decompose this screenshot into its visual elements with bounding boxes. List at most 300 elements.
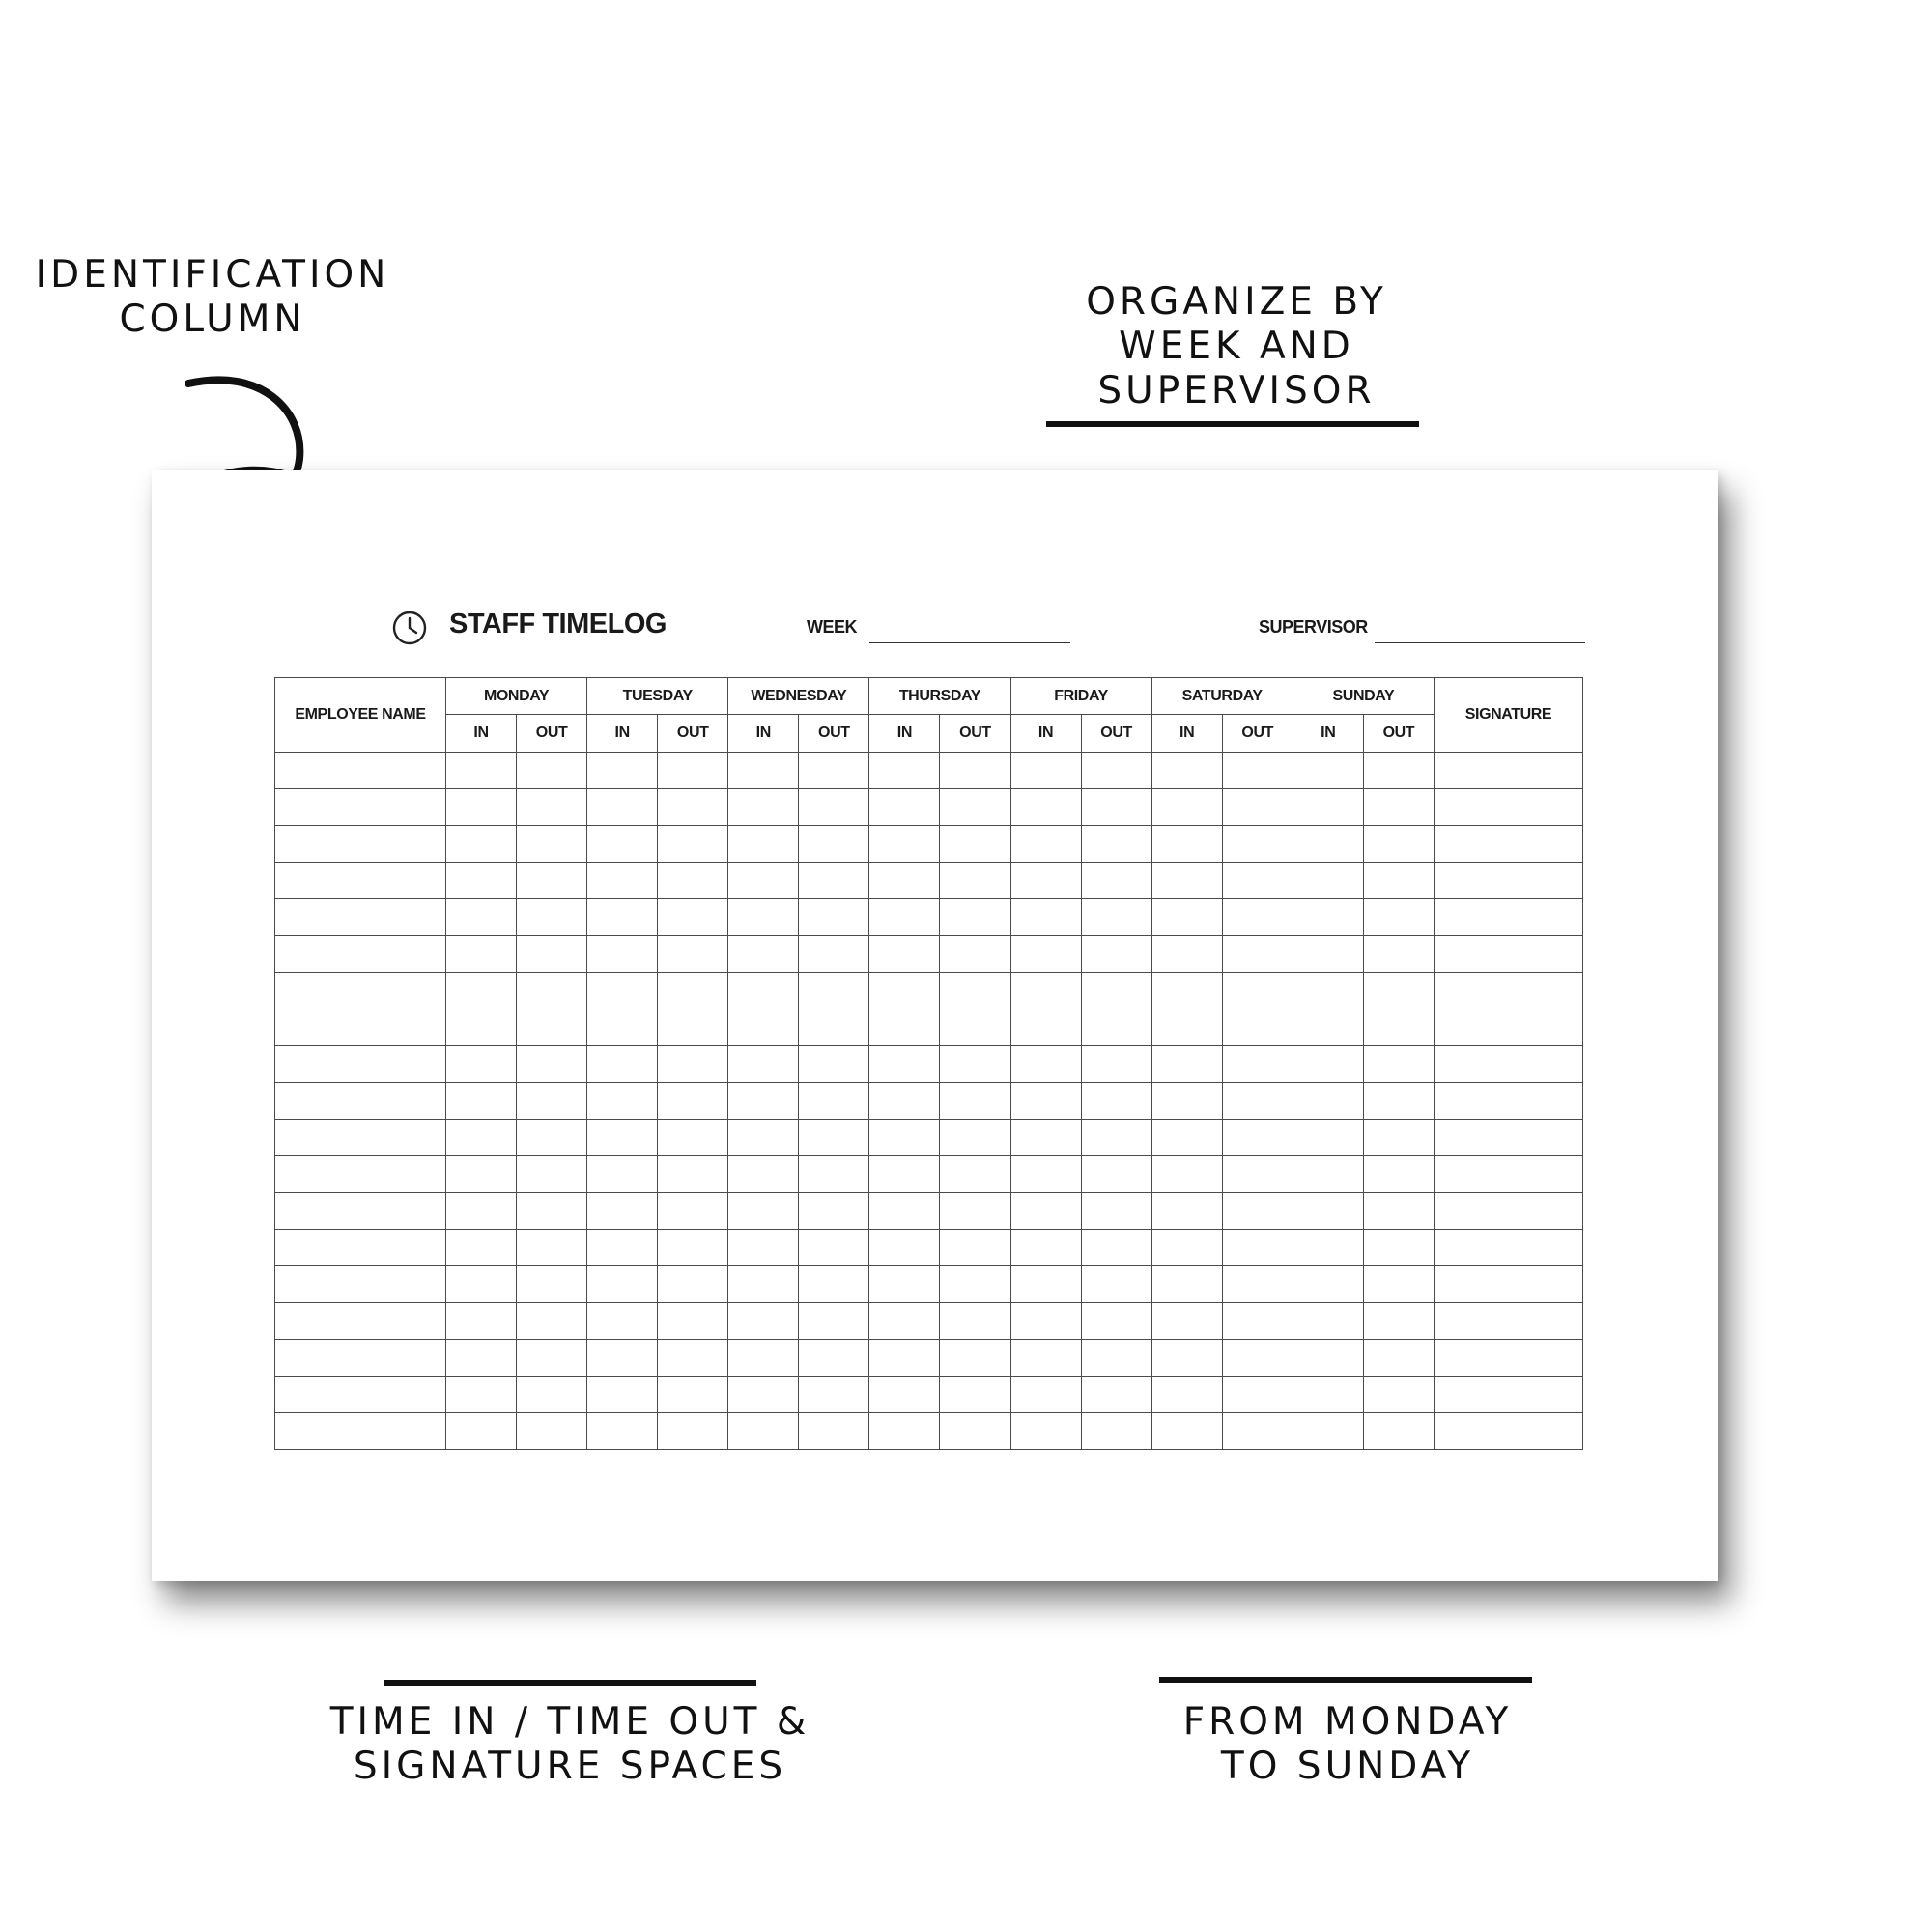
time-cell[interactable] xyxy=(1222,1266,1293,1303)
time-cell[interactable] xyxy=(1151,973,1222,1009)
time-cell[interactable] xyxy=(1293,1377,1363,1413)
employee-name-cell[interactable] xyxy=(275,1413,446,1450)
employee-name-cell[interactable] xyxy=(275,753,446,789)
time-cell[interactable] xyxy=(658,1413,728,1450)
signature-cell[interactable] xyxy=(1435,973,1583,1009)
time-cell[interactable] xyxy=(587,973,658,1009)
time-cell[interactable] xyxy=(1081,973,1151,1009)
time-cell[interactable] xyxy=(1363,899,1434,936)
time-cell[interactable] xyxy=(869,826,940,863)
time-cell[interactable] xyxy=(658,1377,728,1413)
time-cell[interactable] xyxy=(728,1230,799,1266)
time-cell[interactable] xyxy=(1293,863,1363,899)
time-cell[interactable] xyxy=(728,899,799,936)
time-cell[interactable] xyxy=(869,863,940,899)
signature-cell[interactable] xyxy=(1435,1377,1583,1413)
time-cell[interactable] xyxy=(728,1413,799,1450)
time-cell[interactable] xyxy=(940,1120,1010,1156)
time-cell[interactable] xyxy=(446,1266,517,1303)
time-cell[interactable] xyxy=(1151,1266,1222,1303)
time-cell[interactable] xyxy=(940,1193,1010,1230)
time-cell[interactable] xyxy=(1010,863,1081,899)
time-cell[interactable] xyxy=(446,1156,517,1193)
time-cell[interactable] xyxy=(1363,789,1434,826)
time-cell[interactable] xyxy=(517,973,587,1009)
time-cell[interactable] xyxy=(799,863,869,899)
time-cell[interactable] xyxy=(1293,826,1363,863)
time-cell[interactable] xyxy=(728,1266,799,1303)
signature-cell[interactable] xyxy=(1435,1120,1583,1156)
time-cell[interactable] xyxy=(869,1413,940,1450)
time-cell[interactable] xyxy=(1081,1340,1151,1377)
time-cell[interactable] xyxy=(446,826,517,863)
time-cell[interactable] xyxy=(446,1230,517,1266)
time-cell[interactable] xyxy=(587,1046,658,1083)
time-cell[interactable] xyxy=(658,973,728,1009)
time-cell[interactable] xyxy=(1151,753,1222,789)
time-cell[interactable] xyxy=(658,1193,728,1230)
time-cell[interactable] xyxy=(799,1230,869,1266)
time-cell[interactable] xyxy=(1222,1413,1293,1450)
time-cell[interactable] xyxy=(940,1046,1010,1083)
time-cell[interactable] xyxy=(1222,1046,1293,1083)
time-cell[interactable] xyxy=(1081,1009,1151,1046)
time-cell[interactable] xyxy=(1010,1340,1081,1377)
time-cell[interactable] xyxy=(728,936,799,973)
signature-cell[interactable] xyxy=(1435,1340,1583,1377)
time-cell[interactable] xyxy=(1081,826,1151,863)
time-cell[interactable] xyxy=(1222,973,1293,1009)
time-cell[interactable] xyxy=(587,863,658,899)
time-cell[interactable] xyxy=(728,789,799,826)
time-cell[interactable] xyxy=(1293,1193,1363,1230)
time-cell[interactable] xyxy=(1363,1193,1434,1230)
time-cell[interactable] xyxy=(940,863,1010,899)
supervisor-field[interactable] xyxy=(1375,642,1585,643)
employee-name-cell[interactable] xyxy=(275,1193,446,1230)
time-cell[interactable] xyxy=(1010,789,1081,826)
employee-name-cell[interactable] xyxy=(275,899,446,936)
time-cell[interactable] xyxy=(517,1266,587,1303)
time-cell[interactable] xyxy=(1010,1377,1081,1413)
time-cell[interactable] xyxy=(940,789,1010,826)
time-cell[interactable] xyxy=(1081,1046,1151,1083)
employee-name-cell[interactable] xyxy=(275,826,446,863)
time-cell[interactable] xyxy=(1081,899,1151,936)
time-cell[interactable] xyxy=(1081,1120,1151,1156)
time-cell[interactable] xyxy=(799,789,869,826)
time-cell[interactable] xyxy=(517,1230,587,1266)
employee-name-cell[interactable] xyxy=(275,1046,446,1083)
time-cell[interactable] xyxy=(517,1413,587,1450)
time-cell[interactable] xyxy=(1222,863,1293,899)
time-cell[interactable] xyxy=(1081,1266,1151,1303)
time-cell[interactable] xyxy=(587,899,658,936)
time-cell[interactable] xyxy=(1151,1120,1222,1156)
signature-cell[interactable] xyxy=(1435,753,1583,789)
time-cell[interactable] xyxy=(940,1230,1010,1266)
employee-name-cell[interactable] xyxy=(275,1266,446,1303)
time-cell[interactable] xyxy=(940,899,1010,936)
time-cell[interactable] xyxy=(1081,789,1151,826)
time-cell[interactable] xyxy=(1293,1340,1363,1377)
time-cell[interactable] xyxy=(517,1156,587,1193)
time-cell[interactable] xyxy=(869,1009,940,1046)
time-cell[interactable] xyxy=(799,973,869,1009)
signature-cell[interactable] xyxy=(1435,789,1583,826)
employee-name-cell[interactable] xyxy=(275,1156,446,1193)
time-cell[interactable] xyxy=(1010,1413,1081,1450)
time-cell[interactable] xyxy=(1010,1083,1081,1120)
time-cell[interactable] xyxy=(1081,1230,1151,1266)
time-cell[interactable] xyxy=(1081,1377,1151,1413)
time-cell[interactable] xyxy=(1151,1083,1222,1120)
time-cell[interactable] xyxy=(940,1083,1010,1120)
signature-cell[interactable] xyxy=(1435,826,1583,863)
time-cell[interactable] xyxy=(1151,1377,1222,1413)
time-cell[interactable] xyxy=(1363,1120,1434,1156)
time-cell[interactable] xyxy=(869,936,940,973)
signature-cell[interactable] xyxy=(1435,1156,1583,1193)
time-cell[interactable] xyxy=(658,863,728,899)
employee-name-cell[interactable] xyxy=(275,1083,446,1120)
time-cell[interactable] xyxy=(799,1340,869,1377)
signature-cell[interactable] xyxy=(1435,1193,1583,1230)
time-cell[interactable] xyxy=(587,1413,658,1450)
time-cell[interactable] xyxy=(1010,1156,1081,1193)
time-cell[interactable] xyxy=(869,789,940,826)
time-cell[interactable] xyxy=(587,1340,658,1377)
time-cell[interactable] xyxy=(1151,899,1222,936)
time-cell[interactable] xyxy=(587,1377,658,1413)
time-cell[interactable] xyxy=(940,753,1010,789)
time-cell[interactable] xyxy=(728,1046,799,1083)
time-cell[interactable] xyxy=(869,1266,940,1303)
time-cell[interactable] xyxy=(728,826,799,863)
time-cell[interactable] xyxy=(587,826,658,863)
time-cell[interactable] xyxy=(658,826,728,863)
time-cell[interactable] xyxy=(728,1193,799,1230)
week-field[interactable] xyxy=(869,642,1070,643)
time-cell[interactable] xyxy=(799,1156,869,1193)
time-cell[interactable] xyxy=(1151,1046,1222,1083)
time-cell[interactable] xyxy=(658,936,728,973)
time-cell[interactable] xyxy=(446,1413,517,1450)
time-cell[interactable] xyxy=(658,1156,728,1193)
time-cell[interactable] xyxy=(587,1083,658,1120)
time-cell[interactable] xyxy=(446,973,517,1009)
time-cell[interactable] xyxy=(1293,1156,1363,1193)
time-cell[interactable] xyxy=(728,1303,799,1340)
time-cell[interactable] xyxy=(446,1046,517,1083)
time-cell[interactable] xyxy=(940,1266,1010,1303)
time-cell[interactable] xyxy=(728,1156,799,1193)
time-cell[interactable] xyxy=(517,1193,587,1230)
time-cell[interactable] xyxy=(799,1303,869,1340)
time-cell[interactable] xyxy=(446,1377,517,1413)
time-cell[interactable] xyxy=(1222,936,1293,973)
time-cell[interactable] xyxy=(869,899,940,936)
time-cell[interactable] xyxy=(446,1083,517,1120)
time-cell[interactable] xyxy=(1363,1413,1434,1450)
time-cell[interactable] xyxy=(1010,1120,1081,1156)
time-cell[interactable] xyxy=(940,1377,1010,1413)
signature-cell[interactable] xyxy=(1435,1046,1583,1083)
time-cell[interactable] xyxy=(1293,1046,1363,1083)
time-cell[interactable] xyxy=(869,1120,940,1156)
time-cell[interactable] xyxy=(1222,1340,1293,1377)
time-cell[interactable] xyxy=(658,753,728,789)
time-cell[interactable] xyxy=(1010,973,1081,1009)
time-cell[interactable] xyxy=(1293,899,1363,936)
time-cell[interactable] xyxy=(587,789,658,826)
time-cell[interactable] xyxy=(517,863,587,899)
time-cell[interactable] xyxy=(1222,1193,1293,1230)
time-cell[interactable] xyxy=(587,1193,658,1230)
time-cell[interactable] xyxy=(1010,753,1081,789)
time-cell[interactable] xyxy=(728,973,799,1009)
time-cell[interactable] xyxy=(940,1303,1010,1340)
time-cell[interactable] xyxy=(1293,1230,1363,1266)
time-cell[interactable] xyxy=(1222,753,1293,789)
time-cell[interactable] xyxy=(658,1340,728,1377)
time-cell[interactable] xyxy=(1151,1156,1222,1193)
employee-name-cell[interactable] xyxy=(275,1120,446,1156)
time-cell[interactable] xyxy=(1363,1230,1434,1266)
time-cell[interactable] xyxy=(1293,789,1363,826)
time-cell[interactable] xyxy=(1151,1340,1222,1377)
time-cell[interactable] xyxy=(446,899,517,936)
time-cell[interactable] xyxy=(517,826,587,863)
time-cell[interactable] xyxy=(1363,1340,1434,1377)
time-cell[interactable] xyxy=(587,1009,658,1046)
time-cell[interactable] xyxy=(869,1377,940,1413)
time-cell[interactable] xyxy=(517,1120,587,1156)
time-cell[interactable] xyxy=(1363,826,1434,863)
time-cell[interactable] xyxy=(446,936,517,973)
time-cell[interactable] xyxy=(1222,1303,1293,1340)
time-cell[interactable] xyxy=(1010,1230,1081,1266)
time-cell[interactable] xyxy=(728,863,799,899)
time-cell[interactable] xyxy=(799,1120,869,1156)
employee-name-cell[interactable] xyxy=(275,936,446,973)
time-cell[interactable] xyxy=(940,973,1010,1009)
time-cell[interactable] xyxy=(1081,936,1151,973)
time-cell[interactable] xyxy=(517,899,587,936)
signature-cell[interactable] xyxy=(1435,863,1583,899)
time-cell[interactable] xyxy=(799,1377,869,1413)
time-cell[interactable] xyxy=(1151,826,1222,863)
time-cell[interactable] xyxy=(446,789,517,826)
employee-name-cell[interactable] xyxy=(275,1230,446,1266)
time-cell[interactable] xyxy=(1010,826,1081,863)
time-cell[interactable] xyxy=(1151,1413,1222,1450)
time-cell[interactable] xyxy=(1363,863,1434,899)
time-cell[interactable] xyxy=(587,1156,658,1193)
time-cell[interactable] xyxy=(728,1340,799,1377)
time-cell[interactable] xyxy=(728,1083,799,1120)
time-cell[interactable] xyxy=(1222,826,1293,863)
time-cell[interactable] xyxy=(869,1193,940,1230)
time-cell[interactable] xyxy=(1222,789,1293,826)
time-cell[interactable] xyxy=(1222,1083,1293,1120)
time-cell[interactable] xyxy=(1293,1413,1363,1450)
time-cell[interactable] xyxy=(940,826,1010,863)
employee-name-cell[interactable] xyxy=(275,973,446,1009)
time-cell[interactable] xyxy=(1363,1303,1434,1340)
time-cell[interactable] xyxy=(799,899,869,936)
time-cell[interactable] xyxy=(728,1120,799,1156)
time-cell[interactable] xyxy=(869,973,940,1009)
time-cell[interactable] xyxy=(940,1340,1010,1377)
time-cell[interactable] xyxy=(1010,936,1081,973)
time-cell[interactable] xyxy=(1363,1083,1434,1120)
employee-name-cell[interactable] xyxy=(275,1340,446,1377)
employee-name-cell[interactable] xyxy=(275,1009,446,1046)
time-cell[interactable] xyxy=(799,1193,869,1230)
time-cell[interactable] xyxy=(587,1120,658,1156)
time-cell[interactable] xyxy=(446,1193,517,1230)
time-cell[interactable] xyxy=(1363,1377,1434,1413)
time-cell[interactable] xyxy=(658,1266,728,1303)
time-cell[interactable] xyxy=(1151,1303,1222,1340)
signature-cell[interactable] xyxy=(1435,1083,1583,1120)
time-cell[interactable] xyxy=(517,789,587,826)
time-cell[interactable] xyxy=(1081,1303,1151,1340)
time-cell[interactable] xyxy=(1081,1156,1151,1193)
time-cell[interactable] xyxy=(940,1009,1010,1046)
time-cell[interactable] xyxy=(658,1303,728,1340)
time-cell[interactable] xyxy=(658,1230,728,1266)
time-cell[interactable] xyxy=(1222,1377,1293,1413)
time-cell[interactable] xyxy=(1293,973,1363,1009)
time-cell[interactable] xyxy=(1081,863,1151,899)
signature-cell[interactable] xyxy=(1435,936,1583,973)
time-cell[interactable] xyxy=(1010,1266,1081,1303)
time-cell[interactable] xyxy=(517,1009,587,1046)
time-cell[interactable] xyxy=(1293,1009,1363,1046)
time-cell[interactable] xyxy=(446,1120,517,1156)
time-cell[interactable] xyxy=(658,1120,728,1156)
time-cell[interactable] xyxy=(517,1377,587,1413)
time-cell[interactable] xyxy=(1293,936,1363,973)
time-cell[interactable] xyxy=(1222,1156,1293,1193)
time-cell[interactable] xyxy=(1222,1230,1293,1266)
time-cell[interactable] xyxy=(446,1340,517,1377)
time-cell[interactable] xyxy=(940,1413,1010,1450)
time-cell[interactable] xyxy=(587,1303,658,1340)
time-cell[interactable] xyxy=(869,1230,940,1266)
time-cell[interactable] xyxy=(869,753,940,789)
time-cell[interactable] xyxy=(1151,1009,1222,1046)
time-cell[interactable] xyxy=(940,1156,1010,1193)
employee-name-cell[interactable] xyxy=(275,1377,446,1413)
time-cell[interactable] xyxy=(1293,1266,1363,1303)
time-cell[interactable] xyxy=(799,826,869,863)
time-cell[interactable] xyxy=(1151,1230,1222,1266)
signature-cell[interactable] xyxy=(1435,1009,1583,1046)
time-cell[interactable] xyxy=(1293,1303,1363,1340)
time-cell[interactable] xyxy=(1363,753,1434,789)
time-cell[interactable] xyxy=(869,1303,940,1340)
time-cell[interactable] xyxy=(869,1156,940,1193)
time-cell[interactable] xyxy=(1293,753,1363,789)
time-cell[interactable] xyxy=(517,1340,587,1377)
time-cell[interactable] xyxy=(446,1009,517,1046)
time-cell[interactable] xyxy=(1222,1120,1293,1156)
time-cell[interactable] xyxy=(1081,1193,1151,1230)
time-cell[interactable] xyxy=(446,863,517,899)
time-cell[interactable] xyxy=(799,936,869,973)
time-cell[interactable] xyxy=(799,1413,869,1450)
signature-cell[interactable] xyxy=(1435,899,1583,936)
time-cell[interactable] xyxy=(869,1083,940,1120)
time-cell[interactable] xyxy=(940,936,1010,973)
time-cell[interactable] xyxy=(1293,1120,1363,1156)
time-cell[interactable] xyxy=(1222,899,1293,936)
time-cell[interactable] xyxy=(446,753,517,789)
time-cell[interactable] xyxy=(1010,1046,1081,1083)
time-cell[interactable] xyxy=(446,1303,517,1340)
time-cell[interactable] xyxy=(658,1046,728,1083)
time-cell[interactable] xyxy=(869,1340,940,1377)
time-cell[interactable] xyxy=(658,899,728,936)
time-cell[interactable] xyxy=(1010,1009,1081,1046)
time-cell[interactable] xyxy=(1363,936,1434,973)
time-cell[interactable] xyxy=(869,1046,940,1083)
time-cell[interactable] xyxy=(799,1009,869,1046)
time-cell[interactable] xyxy=(587,1266,658,1303)
time-cell[interactable] xyxy=(1010,899,1081,936)
time-cell[interactable] xyxy=(799,1046,869,1083)
time-cell[interactable] xyxy=(1363,1046,1434,1083)
signature-cell[interactable] xyxy=(1435,1230,1583,1266)
signature-cell[interactable] xyxy=(1435,1413,1583,1450)
time-cell[interactable] xyxy=(1222,1009,1293,1046)
time-cell[interactable] xyxy=(728,753,799,789)
signature-cell[interactable] xyxy=(1435,1266,1583,1303)
time-cell[interactable] xyxy=(1151,1193,1222,1230)
time-cell[interactable] xyxy=(517,1046,587,1083)
time-cell[interactable] xyxy=(799,1266,869,1303)
time-cell[interactable] xyxy=(1363,1266,1434,1303)
time-cell[interactable] xyxy=(1151,789,1222,826)
time-cell[interactable] xyxy=(658,1083,728,1120)
time-cell[interactable] xyxy=(728,1377,799,1413)
time-cell[interactable] xyxy=(1293,1083,1363,1120)
time-cell[interactable] xyxy=(1010,1193,1081,1230)
time-cell[interactable] xyxy=(587,936,658,973)
time-cell[interactable] xyxy=(1151,936,1222,973)
time-cell[interactable] xyxy=(1081,1413,1151,1450)
time-cell[interactable] xyxy=(587,1230,658,1266)
time-cell[interactable] xyxy=(1081,1083,1151,1120)
employee-name-cell[interactable] xyxy=(275,789,446,826)
time-cell[interactable] xyxy=(1363,973,1434,1009)
time-cell[interactable] xyxy=(517,1083,587,1120)
employee-name-cell[interactable] xyxy=(275,1303,446,1340)
time-cell[interactable] xyxy=(1010,1303,1081,1340)
time-cell[interactable] xyxy=(799,753,869,789)
employee-name-cell[interactable] xyxy=(275,863,446,899)
time-cell[interactable] xyxy=(587,753,658,789)
time-cell[interactable] xyxy=(517,753,587,789)
time-cell[interactable] xyxy=(517,1303,587,1340)
time-cell[interactable] xyxy=(1081,753,1151,789)
time-cell[interactable] xyxy=(517,936,587,973)
time-cell[interactable] xyxy=(1151,863,1222,899)
time-cell[interactable] xyxy=(658,789,728,826)
